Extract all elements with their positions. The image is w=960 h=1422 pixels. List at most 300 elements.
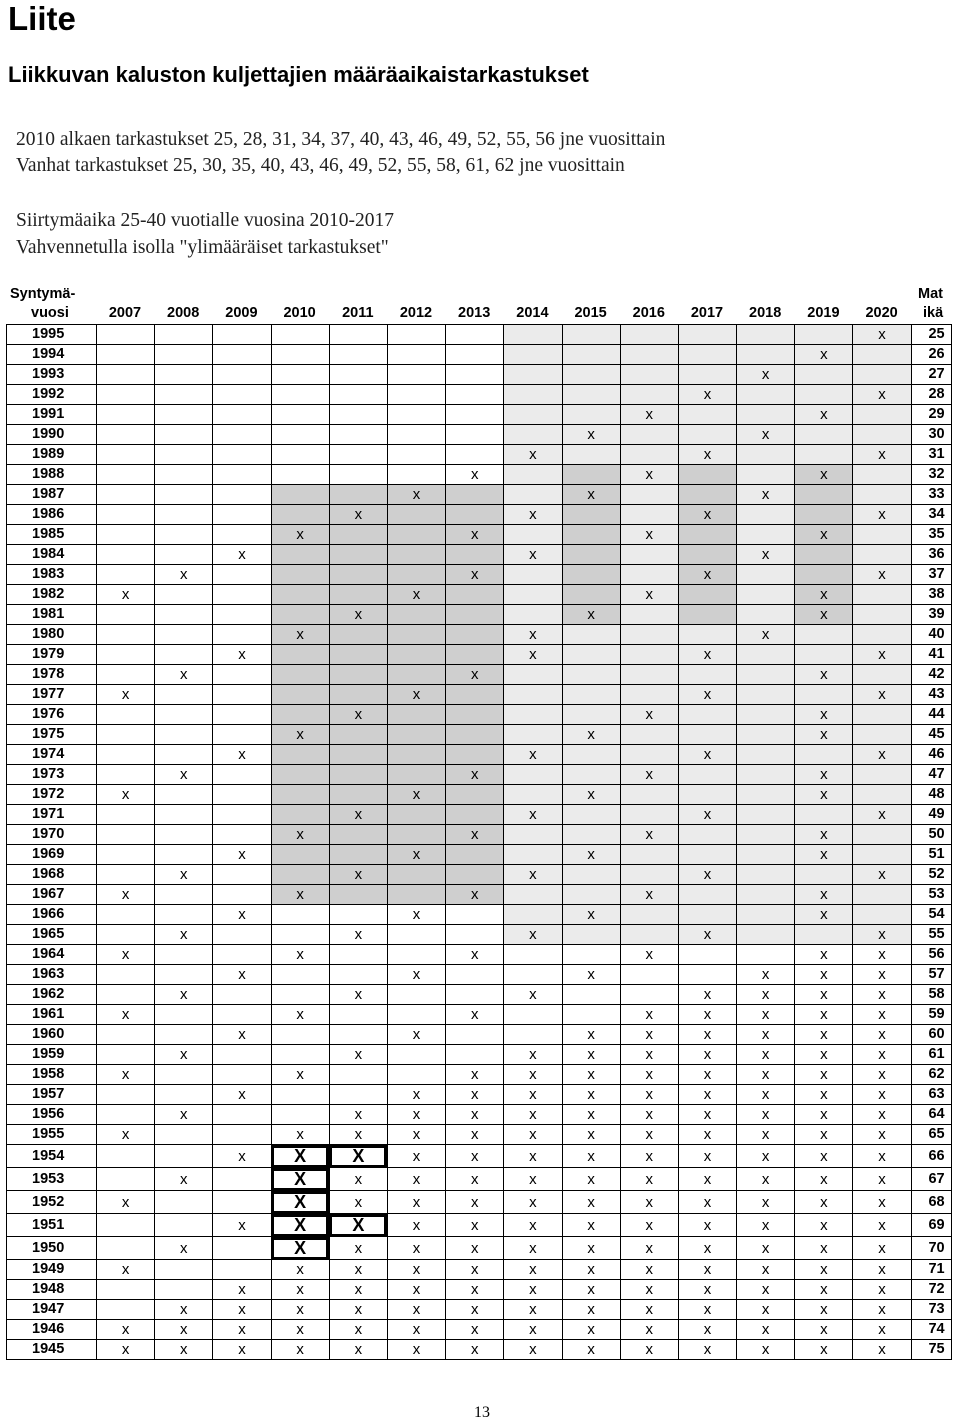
age-cell: 72 — [911, 1280, 951, 1300]
inspection-cell: x — [853, 645, 911, 665]
inspection-cell — [329, 665, 387, 685]
inspection-cell: x — [853, 945, 911, 965]
inspection-cell — [504, 605, 562, 625]
inspection-cell — [329, 645, 387, 665]
inspection-cell — [329, 485, 387, 505]
birth-year-cell: 1956 — [7, 1105, 97, 1125]
inspection-cell — [155, 1260, 213, 1280]
inspection-cell — [155, 965, 213, 985]
table-row — [7, 865, 952, 885]
inspection-cell — [562, 805, 620, 825]
inspection-cell: x — [97, 1191, 155, 1214]
inspection-cell: x — [504, 1085, 562, 1105]
year-header-2014: 2014 — [516, 305, 549, 321]
inspection-cell: x — [387, 905, 445, 925]
inspection-cell — [155, 1065, 213, 1085]
inspection-cell: x — [678, 745, 736, 765]
inspection-cell — [562, 705, 620, 725]
inspection-cell: x — [271, 1320, 329, 1340]
inspection-cell: x — [678, 1191, 736, 1214]
inspection-cell — [271, 585, 329, 605]
inspection-cell — [387, 865, 445, 885]
table-row — [7, 425, 952, 445]
inspection-cell — [213, 1237, 271, 1260]
inspection-cell — [271, 645, 329, 665]
inspection-cell — [446, 865, 504, 885]
inspection-cell: x — [562, 1105, 620, 1125]
inspection-cell — [737, 885, 795, 905]
inspection-cell — [562, 865, 620, 885]
inspection-cell — [155, 1145, 213, 1168]
inspection-cell — [155, 365, 213, 385]
inspection-cell — [853, 905, 911, 925]
inspection-cell — [213, 465, 271, 485]
table-row — [7, 1105, 952, 1125]
inspection-cell — [678, 425, 736, 445]
inspection-cell — [853, 725, 911, 745]
inspection-cell — [387, 365, 445, 385]
inspection-cell: x — [853, 805, 911, 825]
inspection-cell — [737, 345, 795, 365]
age-cell: 35 — [911, 525, 951, 545]
inspection-cell: x — [329, 985, 387, 1005]
inspection-cell: x — [446, 825, 504, 845]
birth-year-cell: 1990 — [7, 425, 97, 445]
inspection-cell — [155, 505, 213, 525]
inspection-cell — [271, 965, 329, 985]
inspection-cell: x — [446, 1168, 504, 1191]
inspection-cell: x — [620, 885, 678, 905]
inspection-cell — [213, 325, 271, 345]
inspection-cell — [155, 705, 213, 725]
inspection-cell: x — [446, 525, 504, 545]
inspection-cell: x — [97, 585, 155, 605]
inspection-cell — [155, 425, 213, 445]
inspection-cell — [271, 665, 329, 685]
inspection-cell — [387, 425, 445, 445]
inspection-cell — [97, 545, 155, 565]
inspection-cell: x — [795, 1105, 853, 1125]
inspection-cell: X — [271, 1237, 329, 1260]
inspection-cell: x — [387, 1145, 445, 1168]
inspection-cell — [97, 425, 155, 445]
inspection-cell: x — [678, 645, 736, 665]
inspection-cell — [504, 965, 562, 985]
inspection-cell — [213, 705, 271, 725]
birth-year-cell: 1978 — [7, 665, 97, 685]
inspection-cell: x — [271, 825, 329, 845]
inspection-cell: x — [620, 585, 678, 605]
birth-year-cell: 1954 — [7, 1145, 97, 1168]
inspection-cell — [97, 665, 155, 685]
year-header-2019: 2019 — [807, 305, 840, 321]
inspection-cell — [155, 465, 213, 485]
inspection-cell — [271, 1085, 329, 1105]
inspection-cell — [387, 625, 445, 645]
inspection-cell: x — [155, 985, 213, 1005]
table-row — [7, 705, 952, 725]
birth-year-cell: 1973 — [7, 765, 97, 785]
inspection-cell: x — [562, 1340, 620, 1360]
inspection-cell — [213, 505, 271, 525]
inspection-cell — [795, 385, 853, 405]
table-row — [7, 405, 952, 425]
inspection-cell — [737, 525, 795, 545]
inspection-cell — [446, 345, 504, 365]
table-row — [7, 665, 952, 685]
inspection-cell: x — [329, 1260, 387, 1280]
inspection-cell: x — [853, 385, 911, 405]
inspection-cell — [853, 525, 911, 545]
inspection-cell — [387, 925, 445, 945]
inspection-cell — [620, 725, 678, 745]
inspection-cell — [737, 685, 795, 705]
inspection-cell: x — [155, 1340, 213, 1360]
header-age-line1: Mat — [918, 286, 943, 302]
table-row — [7, 945, 952, 965]
inspection-cell: x — [737, 1045, 795, 1065]
inspection-cell: x — [329, 1045, 387, 1065]
inspection-cell — [620, 985, 678, 1005]
inspection-cell — [213, 565, 271, 585]
inspection-cell — [446, 505, 504, 525]
inspection-cell: x — [678, 1125, 736, 1145]
inspection-cell: x — [329, 1300, 387, 1320]
inspection-cell: x — [446, 565, 504, 585]
inspection-cell: x — [504, 865, 562, 885]
inspection-cell: x — [271, 625, 329, 645]
table-row — [7, 885, 952, 905]
inspection-cell: x — [795, 525, 853, 545]
inspection-cell — [504, 425, 562, 445]
birth-year-cell: 1964 — [7, 945, 97, 965]
inspection-cell — [213, 345, 271, 365]
birth-year-cell: 1993 — [7, 365, 97, 385]
inspection-cell: x — [387, 845, 445, 865]
inspection-cell — [97, 385, 155, 405]
year-header-2013: 2013 — [458, 305, 491, 321]
inspection-cell: x — [155, 925, 213, 945]
inspection-cell: x — [271, 1280, 329, 1300]
inspection-cell — [387, 505, 445, 525]
inspection-cell — [329, 745, 387, 765]
inspection-cell: x — [504, 1280, 562, 1300]
inspection-cell — [795, 325, 853, 345]
inspection-cell: x — [737, 1214, 795, 1237]
inspection-cell — [504, 825, 562, 845]
birth-year-cell: 1985 — [7, 525, 97, 545]
inspection-cell — [97, 805, 155, 825]
inspection-cell — [678, 825, 736, 845]
inspection-cell — [446, 405, 504, 425]
inspection-cell: x — [678, 385, 736, 405]
inspection-cell — [155, 885, 213, 905]
age-cell: 45 — [911, 725, 951, 745]
birth-year-cell: 1961 — [7, 1005, 97, 1025]
inspection-cell — [213, 925, 271, 945]
inspection-cell — [504, 1025, 562, 1045]
birth-year-cell: 1957 — [7, 1085, 97, 1105]
age-cell: 75 — [911, 1340, 951, 1360]
birth-year-cell: 1976 — [7, 705, 97, 725]
inspection-cell — [329, 905, 387, 925]
birth-year-cell: 1967 — [7, 885, 97, 905]
inspection-cell — [504, 1005, 562, 1025]
inspection-cell: x — [97, 945, 155, 965]
inspection-cell — [562, 465, 620, 485]
age-cell: 74 — [911, 1320, 951, 1340]
birth-year-cell: 1962 — [7, 985, 97, 1005]
table-row — [7, 365, 952, 385]
inspection-cell — [678, 365, 736, 385]
inspection-cell — [329, 625, 387, 645]
inspection-cell: x — [271, 945, 329, 965]
inspection-cell — [271, 405, 329, 425]
inspection-cell: x — [155, 565, 213, 585]
inspection-cell — [446, 325, 504, 345]
inspection-cell — [853, 545, 911, 565]
inspection-cell — [678, 605, 736, 625]
age-cell: 43 — [911, 685, 951, 705]
inspection-cell: x — [562, 1065, 620, 1085]
inspection-cell — [271, 845, 329, 865]
inspection-cell — [737, 585, 795, 605]
table-row — [7, 1260, 952, 1280]
inspection-cell: x — [387, 585, 445, 605]
age-cell: 32 — [911, 465, 951, 485]
inspection-cell — [737, 405, 795, 425]
inspection-cell: x — [795, 1005, 853, 1025]
inspection-cell: x — [329, 1168, 387, 1191]
inspection-cell: x — [853, 1025, 911, 1045]
age-cell: 38 — [911, 585, 951, 605]
inspection-cell: x — [795, 1168, 853, 1191]
inspection-cell: x — [213, 645, 271, 665]
age-cell: 29 — [911, 405, 951, 425]
birth-year-cell: 1979 — [7, 645, 97, 665]
inspection-cell — [213, 945, 271, 965]
inspection-cell — [387, 525, 445, 545]
age-cell: 57 — [911, 965, 951, 985]
inspection-cell: x — [853, 1005, 911, 1025]
inspection-cell: x — [562, 1025, 620, 1045]
inspection-cell: x — [213, 1145, 271, 1168]
inspection-cell — [155, 545, 213, 565]
birth-year-cell: 1947 — [7, 1300, 97, 1320]
inspection-cell — [271, 925, 329, 945]
inspection-cell: x — [678, 1320, 736, 1340]
inspection-cell — [271, 445, 329, 465]
inspection-cell — [678, 465, 736, 485]
inspection-cell — [155, 845, 213, 865]
page-number: 13 — [474, 1404, 490, 1421]
inspection-cell: x — [446, 1145, 504, 1168]
inspection-cell: x — [446, 1214, 504, 1237]
inspection-cell: X — [271, 1168, 329, 1191]
inspection-cell: x — [504, 1125, 562, 1145]
inspection-cell — [329, 725, 387, 745]
inspection-cell — [678, 665, 736, 685]
table-row — [7, 1320, 952, 1340]
inspection-cell — [562, 665, 620, 685]
birth-year-cell: 1975 — [7, 725, 97, 745]
table-row — [7, 1340, 952, 1360]
inspection-cell — [329, 885, 387, 905]
inspection-cell — [271, 325, 329, 345]
inspection-cell: x — [678, 1145, 736, 1168]
inspection-cell: x — [795, 885, 853, 905]
inspection-cell: x — [620, 1105, 678, 1125]
inspection-cell — [155, 1005, 213, 1025]
inspection-cell: x — [504, 1320, 562, 1340]
inspection-cell — [155, 445, 213, 465]
table-row — [7, 585, 952, 605]
inspection-cell — [213, 765, 271, 785]
inspection-cell: x — [795, 345, 853, 365]
inspection-cell: x — [678, 1025, 736, 1045]
inspection-cell — [737, 845, 795, 865]
age-cell: 51 — [911, 845, 951, 865]
inspection-cell — [213, 1125, 271, 1145]
inspection-cell — [155, 1125, 213, 1145]
inspection-cell: x — [737, 1085, 795, 1105]
inspection-cell: x — [387, 1237, 445, 1260]
inspection-cell — [795, 625, 853, 645]
inspection-cell: x — [387, 1085, 445, 1105]
inspection-cell: x — [271, 525, 329, 545]
inspection-cell — [562, 585, 620, 605]
inspection-cell: x — [271, 1065, 329, 1085]
inspection-cell: x — [737, 1065, 795, 1085]
inspection-cell — [155, 905, 213, 925]
inspection-cell: x — [853, 685, 911, 705]
inspection-cell — [446, 585, 504, 605]
inspection-cell — [329, 1025, 387, 1045]
inspection-cell — [97, 765, 155, 785]
inspection-cell: x — [329, 1125, 387, 1145]
inspection-cell: x — [620, 1214, 678, 1237]
inspection-cell — [97, 1280, 155, 1300]
inspection-cell — [678, 845, 736, 865]
inspection-cell: x — [387, 485, 445, 505]
header-birth-year-line2: vuosi — [31, 305, 69, 321]
inspection-cell: x — [271, 1340, 329, 1360]
inspection-cell — [737, 445, 795, 465]
table-row — [7, 565, 952, 585]
inspection-cell: x — [213, 845, 271, 865]
table-row — [7, 965, 952, 985]
inspection-cell — [737, 705, 795, 725]
inspection-cell — [795, 925, 853, 945]
inspection-cell: x — [562, 1145, 620, 1168]
inspection-cell: x — [795, 765, 853, 785]
age-cell: 46 — [911, 745, 951, 765]
inspection-cell: x — [504, 545, 562, 565]
table-row — [7, 925, 952, 945]
inspection-cell — [737, 645, 795, 665]
inspection-cell — [620, 845, 678, 865]
inspection-cell: x — [329, 1280, 387, 1300]
inspection-cell: x — [620, 1005, 678, 1025]
inspection-cell — [387, 885, 445, 905]
inspection-cell — [737, 385, 795, 405]
inspection-cell: x — [504, 645, 562, 665]
age-cell: 53 — [911, 885, 951, 905]
inspection-cell — [504, 325, 562, 345]
inspection-cell — [97, 985, 155, 1005]
inspection-cell — [155, 1280, 213, 1300]
inspection-cell — [213, 985, 271, 1005]
inspection-cell: x — [678, 1065, 736, 1085]
inspection-cell — [737, 725, 795, 745]
inspection-cell: x — [387, 1168, 445, 1191]
inspection-cell: x — [213, 905, 271, 925]
inspection-cell — [387, 1065, 445, 1085]
inspection-cell: x — [271, 1260, 329, 1280]
birth-year-cell: 1971 — [7, 805, 97, 825]
year-header-2008: 2008 — [167, 305, 200, 321]
inspection-cell — [213, 485, 271, 505]
table-row — [7, 765, 952, 785]
inspection-cell — [504, 705, 562, 725]
age-cell: 52 — [911, 865, 951, 885]
inspection-cell: x — [155, 1045, 213, 1065]
inspection-cell — [387, 825, 445, 845]
inspection-cell — [387, 385, 445, 405]
inspection-cell: x — [562, 1320, 620, 1340]
age-cell: 65 — [911, 1125, 951, 1145]
inspection-cell: x — [737, 485, 795, 505]
inspection-cell — [271, 465, 329, 485]
inspection-cell — [387, 805, 445, 825]
inspection-cell: x — [97, 1005, 155, 1025]
inspection-cell — [562, 745, 620, 765]
inspection-cell — [504, 725, 562, 745]
inspection-cell — [446, 445, 504, 465]
inspection-cell: x — [387, 1214, 445, 1237]
inspection-cell — [271, 485, 329, 505]
inspection-cell — [155, 405, 213, 425]
inspection-cell — [853, 365, 911, 385]
birth-year-cell: 1959 — [7, 1045, 97, 1065]
inspection-cell: x — [213, 1280, 271, 1300]
inspection-cell: x — [387, 785, 445, 805]
inspection-cell — [853, 845, 911, 865]
inspection-cell — [213, 1005, 271, 1025]
inspection-cell: x — [795, 1045, 853, 1065]
inspection-cell: x — [678, 985, 736, 1005]
inspection-cell — [795, 505, 853, 525]
inspection-cell — [678, 325, 736, 345]
inspection-cell: x — [737, 365, 795, 385]
inspection-cell: x — [795, 845, 853, 865]
inspection-cell — [795, 485, 853, 505]
inspection-cell: x — [795, 965, 853, 985]
inspection-cell: x — [795, 1214, 853, 1237]
inspection-cell — [271, 565, 329, 585]
inspection-cell — [620, 745, 678, 765]
birth-year-cell: 1980 — [7, 625, 97, 645]
inspection-cell — [271, 345, 329, 365]
inspection-cell: x — [155, 765, 213, 785]
inspection-cell — [213, 445, 271, 465]
inspection-cell — [155, 645, 213, 665]
inspection-cell: x — [504, 745, 562, 765]
age-cell: 50 — [911, 825, 951, 845]
table-row — [7, 485, 952, 505]
inspection-cell: x — [795, 605, 853, 625]
inspection-cell: x — [795, 945, 853, 965]
